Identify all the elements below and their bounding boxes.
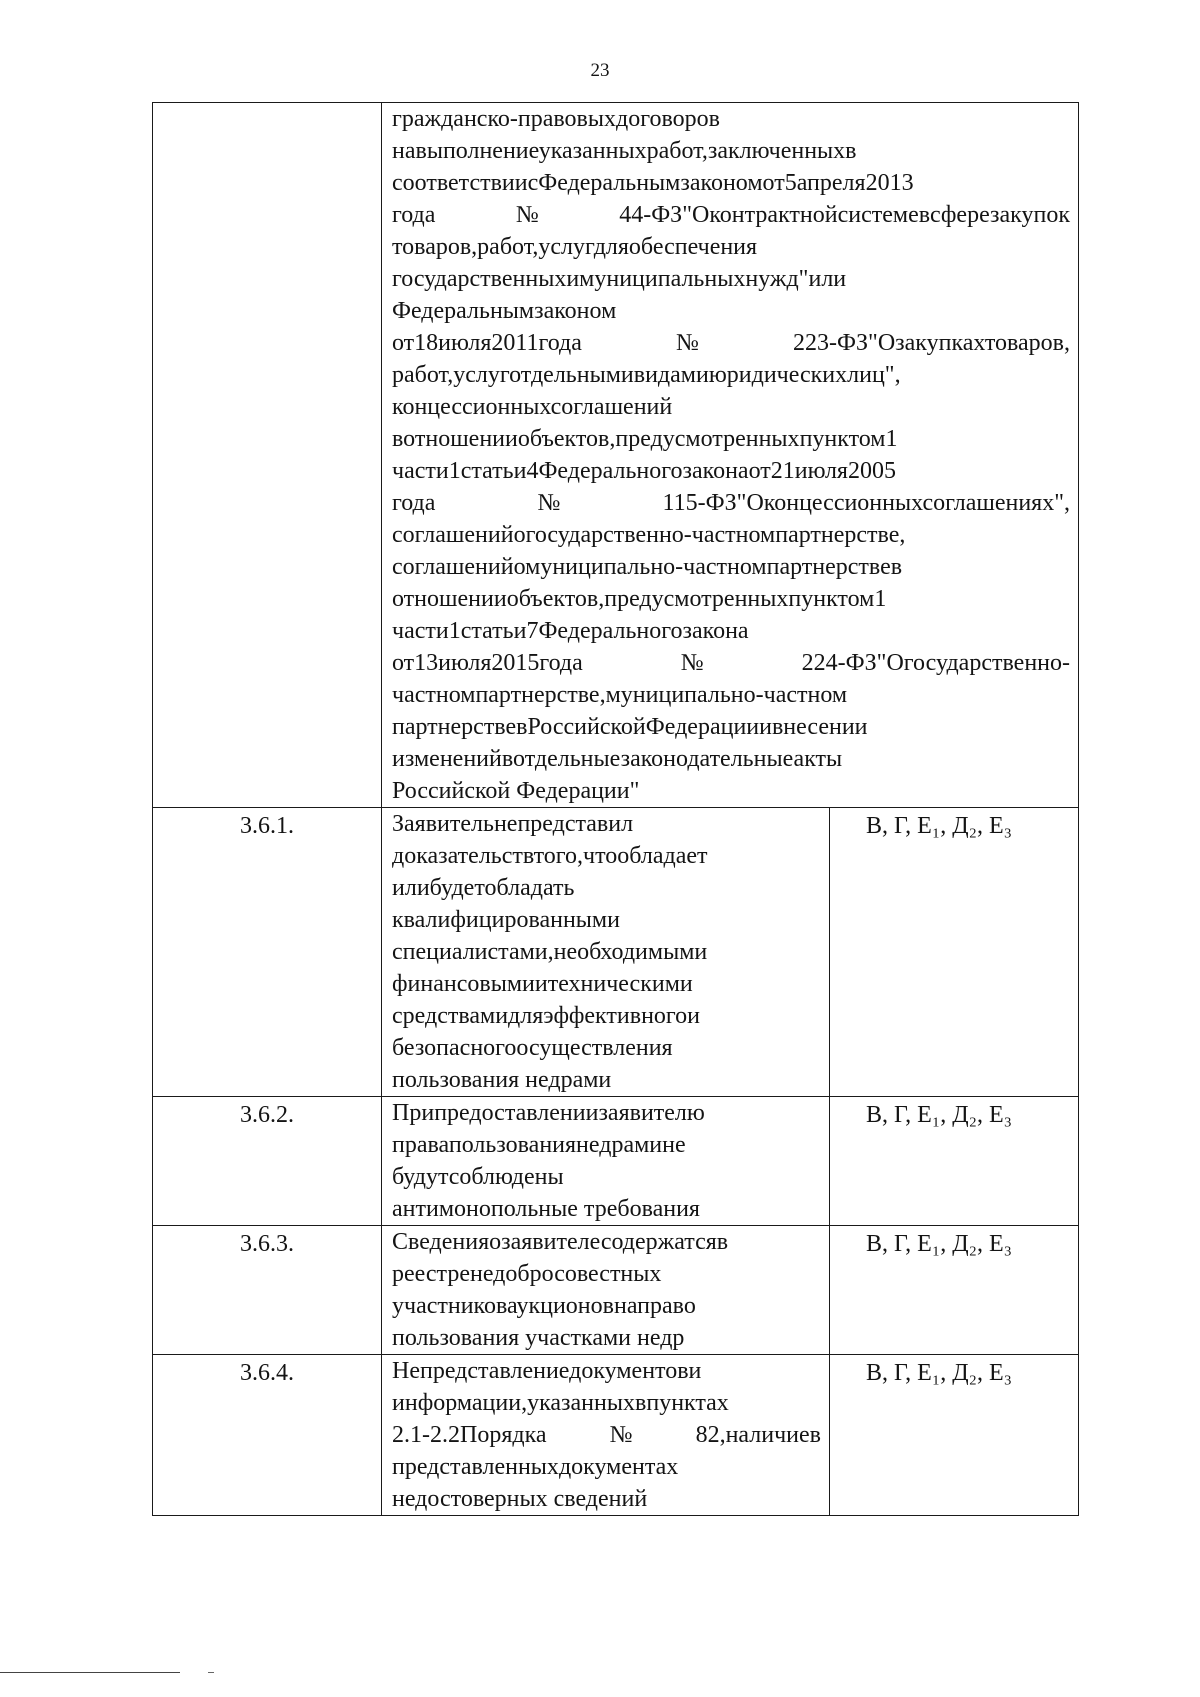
text-word: Федерации	[645, 714, 760, 740]
text-word: отношении	[392, 586, 507, 612]
text-word: реестре	[392, 1261, 470, 1287]
text-line	[392, 647, 1070, 679]
text-word: статьи	[460, 618, 527, 644]
text-word: муниципально-частном	[525, 554, 767, 580]
text-word: от	[392, 650, 415, 676]
text-word: в	[516, 714, 528, 740]
text-word: Непредставление	[392, 1358, 570, 1384]
text-line	[392, 968, 821, 1000]
text-word: государственно-частном	[525, 522, 776, 548]
cell-num: 3.6.1.	[153, 808, 382, 1097]
text-line	[392, 359, 1070, 391]
text-word: товаров,	[392, 234, 478, 260]
text-word: -	[422, 1422, 430, 1448]
table-row	[153, 1097, 1079, 1226]
requirements-table	[152, 102, 1079, 1516]
text-word: "О	[682, 202, 710, 228]
text-line	[392, 1226, 821, 1258]
text-word: нужд"	[745, 266, 809, 292]
text-word: и	[534, 971, 548, 997]
text-word: работ,	[477, 234, 539, 260]
text-word: июля	[438, 650, 492, 676]
text-word: концессионных	[763, 490, 923, 516]
text-word: в	[635, 1390, 647, 1416]
text-word: заявителю	[598, 1100, 705, 1126]
text-word: контрактной	[709, 202, 838, 228]
text-word: выполнение	[415, 138, 539, 164]
text-word: соглашениях",	[922, 490, 1070, 516]
text-word: или	[808, 266, 847, 292]
text-line	[392, 1387, 821, 1419]
text-word: финансовыми	[392, 971, 535, 997]
text-word: изменений	[392, 746, 502, 772]
text-word: 2015	[491, 650, 540, 676]
text-word: партнерстве,	[475, 682, 606, 708]
text-word: в	[716, 1229, 729, 1255]
text-word: 224-ФЗ	[801, 650, 877, 676]
text-word: необходимыми	[553, 939, 708, 965]
text-word: системе	[837, 202, 919, 228]
text-word: и	[759, 714, 772, 740]
text-word: закупок	[990, 202, 1070, 228]
text-word: на	[392, 138, 416, 164]
text-word: специалистами,	[392, 939, 554, 965]
footer-mark	[208, 1672, 214, 1673]
text-line	[392, 231, 1070, 263]
text-word: не	[493, 811, 518, 837]
text-word: в	[809, 1422, 821, 1448]
cell-text	[382, 1355, 830, 1516]
text-line	[392, 840, 821, 872]
text-word: "О	[868, 330, 896, 356]
text-word: 1	[874, 586, 887, 612]
text-word: квалифицированными	[392, 907, 620, 933]
text-line	[392, 583, 1070, 615]
text-word: антимонопольные требования	[392, 1196, 700, 1222]
cell-text	[382, 808, 830, 1097]
text-word: будет	[429, 875, 485, 901]
text-word: недобросовестных	[470, 1261, 662, 1287]
text-line	[392, 1355, 821, 1387]
text-word: 1	[448, 618, 461, 644]
text-word: документах	[558, 1454, 679, 1480]
text-word: работ,	[392, 362, 454, 388]
text-word: пунктом	[788, 586, 875, 612]
text-word: апреля	[796, 170, 866, 196]
text-word: не	[662, 1132, 686, 1158]
text-word: концессионных	[392, 394, 551, 420]
text-word: услуг	[453, 362, 510, 388]
text-line	[392, 487, 1070, 519]
text-word: от	[748, 458, 771, 484]
text-word: частном	[392, 682, 476, 708]
text-word: отношении	[403, 426, 518, 452]
text-line	[392, 263, 1070, 295]
text-word: Сведения	[392, 1229, 490, 1255]
text-word: Федеральным	[392, 298, 535, 324]
text-word: 82,	[695, 1422, 726, 1448]
text-word: пунктом	[799, 426, 886, 452]
page-number: 23	[590, 60, 610, 81]
text-word: недрами	[576, 1132, 663, 1158]
text-word: соглашений	[392, 554, 514, 580]
text-word: 5	[784, 170, 797, 196]
text-word: и	[687, 1003, 700, 1029]
text-word: №	[546, 1422, 696, 1448]
text-word: видами	[633, 362, 709, 388]
text-line	[392, 1258, 821, 1290]
text-word: от	[762, 170, 785, 196]
text-line	[392, 199, 1070, 231]
text-word: будут	[392, 1164, 449, 1190]
text-word: для	[593, 234, 629, 260]
text-word: пользования недрами	[392, 1067, 612, 1093]
text-line	[392, 808, 821, 840]
text-word: гражданско-правовых	[392, 106, 616, 132]
text-line	[392, 615, 1070, 647]
text-word: государственных	[392, 266, 567, 292]
text-word: товаров,	[984, 330, 1070, 356]
text-line	[392, 519, 1070, 551]
text-word: пунктах	[646, 1390, 729, 1416]
text-line	[392, 1451, 821, 1483]
text-line	[392, 455, 1070, 487]
text-word: информации,	[392, 1390, 528, 1416]
text-line	[392, 1290, 821, 1322]
text-word: объектов,	[506, 586, 605, 612]
text-word: безопасного	[392, 1035, 517, 1061]
text-word: 18	[414, 330, 439, 356]
text-word: от	[392, 330, 415, 356]
text-line	[392, 679, 1070, 711]
text-word: "О	[736, 490, 764, 516]
footer-rule	[0, 1672, 180, 1673]
text-word: документов	[569, 1358, 689, 1384]
text-word: июля	[794, 458, 848, 484]
text-word: в	[501, 746, 514, 772]
text-line	[392, 1064, 821, 1096]
text-word: пользования	[448, 1132, 577, 1158]
text-line	[392, 1419, 821, 1451]
text-word: соблюдены	[448, 1164, 564, 1190]
text-word: закона	[682, 618, 749, 644]
text-line	[392, 1161, 821, 1193]
text-line	[392, 423, 1070, 455]
text-word: законодательные	[620, 746, 794, 772]
text-word: Заявитель	[392, 811, 494, 837]
text-word: 1	[885, 426, 898, 452]
text-word: о	[513, 554, 526, 580]
text-word: 2005	[847, 458, 896, 484]
text-word: Порядка	[460, 1422, 547, 1448]
text-line	[392, 904, 821, 936]
text-word: того,	[533, 843, 584, 869]
cell-text	[382, 1097, 830, 1226]
table-row-continuation	[153, 103, 1079, 808]
text-word: №	[582, 650, 802, 676]
text-word: 21	[770, 458, 795, 484]
cell-code: В, Г, Е₁, Д₂, Е₃	[830, 808, 1079, 1097]
text-line	[392, 551, 1070, 583]
text-word: доказательств	[392, 843, 534, 869]
text-word: Федерального	[538, 618, 683, 644]
text-word: 2011	[491, 330, 539, 356]
text-word: Российской Федерации"	[392, 778, 640, 804]
text-word: предоставлении	[434, 1100, 599, 1126]
text-word: "О	[876, 650, 904, 676]
text-word: года	[392, 202, 436, 228]
text-word: партнерстве	[392, 714, 517, 740]
text-word: внесении	[771, 714, 868, 740]
text-word: для	[508, 1003, 544, 1029]
text-word: муниципально-частном	[605, 682, 848, 708]
text-word: предусмотренных	[615, 426, 800, 452]
text-word: 7	[526, 618, 539, 644]
text-word: недостоверных сведений	[392, 1486, 648, 1512]
text-word: на	[613, 1293, 638, 1319]
table-row	[153, 808, 1079, 1097]
text-line	[392, 1032, 821, 1064]
text-word: в	[845, 138, 857, 164]
cell-num: 3.6.3.	[153, 1226, 382, 1355]
text-word: обладает	[617, 843, 708, 869]
table-row	[153, 1226, 1079, 1355]
text-word: 1	[448, 458, 461, 484]
text-word: заявителе	[501, 1229, 601, 1255]
text-line	[392, 391, 1070, 423]
text-line	[392, 872, 821, 904]
text-word: право	[637, 1293, 696, 1319]
text-word: обеспечения	[628, 234, 758, 260]
text-word: соглашений	[392, 522, 514, 548]
text-word: в	[918, 202, 930, 228]
text-word: участников	[392, 1293, 508, 1319]
text-word: и	[566, 266, 580, 292]
text-word: части	[392, 458, 449, 484]
text-word: представленных	[392, 1454, 559, 1480]
cell-code: В, Г, Е₁, Д₂, Е₃	[830, 1226, 1079, 1355]
text-word: отдельными	[509, 362, 634, 388]
text-word: 2.1	[392, 1422, 422, 1448]
text-word: Федерального	[538, 458, 683, 484]
text-word: 44-ФЗ	[619, 202, 683, 228]
text-word: соответствии	[392, 170, 528, 196]
text-word: акты	[793, 746, 843, 772]
text-word: Российской	[527, 714, 646, 740]
table-row	[153, 1355, 1079, 1516]
text-word: законом	[680, 170, 763, 196]
text-line	[392, 135, 1070, 167]
text-word: указанных	[538, 138, 647, 164]
text-line	[392, 1193, 821, 1225]
text-word: в	[392, 426, 404, 452]
text-word: пользования участками недр	[392, 1325, 685, 1351]
text-word: года	[538, 330, 582, 356]
text-word: сфере	[929, 202, 991, 228]
text-word: с	[527, 170, 539, 196]
text-word: закупках	[895, 330, 985, 356]
text-word: лиц",	[847, 362, 901, 388]
text-word: законом	[534, 298, 617, 324]
text-line	[392, 295, 1070, 327]
text-line	[392, 1097, 821, 1129]
text-word: представил	[517, 811, 634, 837]
text-word: соглашений	[550, 394, 673, 420]
text-line	[392, 1322, 821, 1354]
text-word: указанных	[527, 1390, 635, 1416]
text-word: техническими	[547, 971, 693, 997]
text-word: аукционов	[507, 1293, 614, 1319]
text-word: заключенных	[707, 138, 846, 164]
text-word: При	[392, 1100, 435, 1126]
text-word: осуществления	[516, 1035, 673, 1061]
text-word: обладать	[484, 875, 575, 901]
text-word: статьи	[460, 458, 527, 484]
text-word: о	[513, 522, 526, 548]
text-word: о	[489, 1229, 502, 1255]
cell-continuation-text	[382, 103, 1079, 808]
text-word: что	[583, 843, 618, 869]
text-word: наличие	[725, 1422, 810, 1448]
text-line	[392, 775, 1070, 807]
text-line	[392, 1483, 821, 1515]
text-word: содержатся	[600, 1229, 717, 1255]
text-word: работ,	[646, 138, 708, 164]
text-word: 115-ФЗ	[662, 490, 737, 516]
cell-code: В, Г, Е₁, Д₂, Е₃	[830, 1097, 1079, 1226]
text-line	[392, 743, 1070, 775]
text-word: года	[539, 650, 583, 676]
cell-num-empty	[153, 103, 382, 808]
text-word: июля	[438, 330, 492, 356]
text-word: 2013	[865, 170, 914, 196]
text-word: услуг	[538, 234, 594, 260]
text-word: №	[435, 490, 663, 516]
text-word: объектов,	[517, 426, 616, 452]
text-word: муниципальных	[579, 266, 746, 292]
text-word: года	[392, 490, 436, 516]
cell-num: 3.6.4.	[153, 1355, 382, 1516]
text-line	[392, 167, 1070, 199]
text-line	[392, 711, 1070, 743]
text-word: договоров	[616, 106, 720, 132]
cell-code: В, Г, Е₁, Д₂, Е₃	[830, 1355, 1079, 1516]
text-line	[392, 327, 1070, 359]
text-word: и	[688, 1358, 702, 1384]
text-word: в	[890, 554, 903, 580]
text-word: средствами	[392, 1003, 509, 1029]
text-word: или	[392, 875, 430, 901]
text-line	[392, 1129, 821, 1161]
text-word: №	[581, 330, 794, 356]
cell-num: 3.6.2.	[153, 1097, 382, 1226]
text-word: 2.2	[430, 1422, 460, 1448]
text-word: отдельные	[513, 746, 621, 772]
text-word: №	[435, 202, 620, 228]
text-word: эффективного	[543, 1003, 688, 1029]
text-word: 4	[526, 458, 539, 484]
text-word: партнерстве	[766, 554, 891, 580]
text-line	[392, 103, 1070, 135]
text-word: Федеральным	[538, 170, 681, 196]
text-line	[392, 936, 821, 968]
text-word: 223-ФЗ	[793, 330, 869, 356]
text-word: государственно-	[903, 650, 1070, 676]
cell-text	[382, 1226, 830, 1355]
text-word: права	[392, 1132, 449, 1158]
text-line	[392, 1000, 821, 1032]
text-word: юридических	[708, 362, 848, 388]
text-word: части	[392, 618, 449, 644]
text-word: закона	[682, 458, 749, 484]
text-word: партнерстве,	[775, 522, 906, 548]
text-word: 13	[414, 650, 439, 676]
text-word: предусмотренных	[604, 586, 789, 612]
